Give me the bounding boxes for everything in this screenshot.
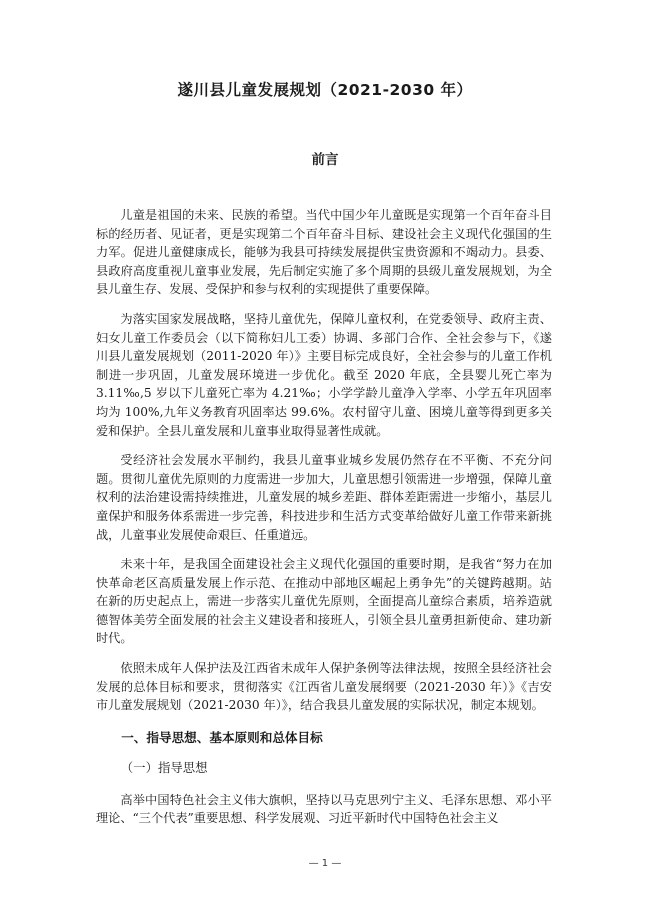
paragraph: 受经济社会发展水平制约，我县儿童事业城乡发展仍然存在不平衡、不充分问题。贯彻儿童优先原则的力度需进一步加大，儿童思想引领需进一步增强，保障儿童权利的法治建设需持续推进，儿童发展的城乡差距、群体差距需进一步缩小，基层儿童保护和服务体系需进一步完善，科技进步和生活方式变革给做好儿童工作带来新挑战，儿童事业发展使命艰巨、任重道远。 — [96, 453, 552, 542]
paragraph: 高举中国特色社会主义伟大旗帜，坚持以马克思列宁主义、毛泽东思想、邓小平理论、“三个代表”重要思想、科学发展观、习近平新时代中国特色社会主义 — [96, 792, 552, 826]
preface-heading: 前言 — [311, 152, 339, 168]
paragraph: 儿童是祖国的未来、民族的希望。当代中国少年儿童既是实现第一个百年奋斗目标的经历者、见证者，更是实现第二个百年奋斗目标、建设社会主义现代化强国的生力军。促进儿童健康成长，能够为我县可持续发展提供宝贵资源和不竭动力。县委、县政府高度重视儿童事业发展，先后制定实施了多个周期的县级儿童发展规划，为全县儿童生存、发展、受保护和参与权利的实现提供了重要保障。 — [96, 208, 552, 297]
subsection-heading: （一）指导思想 — [120, 759, 208, 775]
paragraph: 为落实国家发展战略，坚持儿童优先，保障儿童权利，在党委领导、政府主责、妇女儿童工作委员会（以下简称妇儿工委）协调、多部门合作、全社会参与下，《遂川县儿童发展规划（2011-2020 年）》主要目标完成良好，全社会参与的儿童工作机制进一步巩固，儿童发展环境进一步优化。截至 2020 年底，全县婴儿死亡率为 3.11‰,5 岁以下儿童死亡率为 4.21‰；小学学龄儿童净入学率、小学五年巩固率均为 100%,九年义务教育巩固率达 99.6%。农村留守儿童、困境儿童等得到更多关爱和保护。全县儿童发展和儿童事业取得显著性成就。 — [96, 311, 552, 438]
document-title: 遂川县儿童发展规划（2021-2030 年） — [177, 81, 473, 99]
paragraph: 依照未成年人保护法及江西省未成年人保护条例等法律法规，按照全县经济社会发展的总体目标和要求，贯彻落实《江西省儿童发展纲要（2021-2030 年）》《吉安市儿童发展规划（2021-2030 年）》，结合我县儿童发展的实际状况，制定本规划。 — [96, 661, 552, 713]
paragraph: 未来十年，是我国全面建设社会主义现代化强国的重要时期，是我省“努力在加快革命老区高质量发展上作示范、在推动中部地区崛起上勇争先”的关键跨越期。站在新的历史起点上，需进一步落实儿童优先原则，全面提高儿童综合素质，培养造就德智体美劳全面发展的社会主义建设者和接班人，引领全县儿童勇担新使命、建功新时代。 — [96, 557, 552, 646]
chapter-heading: 一、指导思想、基本原则和总体目标 — [121, 729, 323, 745]
document-body — [96, 206, 552, 839]
page-number: — 1 — — [308, 858, 342, 869]
